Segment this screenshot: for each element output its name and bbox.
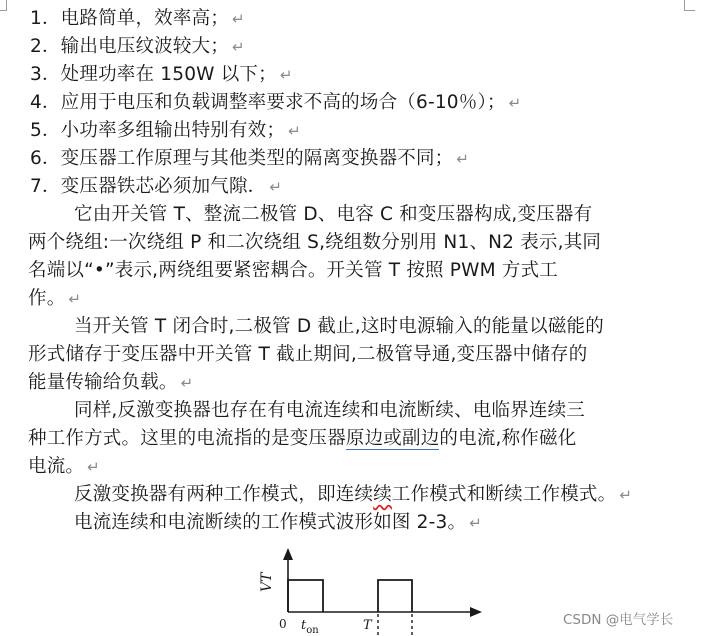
page-corner-mark-left xyxy=(0,0,7,11)
watermark: CSDN @电气学长 xyxy=(563,612,674,628)
list-item: 6．变压器工作原理与其他类型的隔离变换器不同； ↵ xyxy=(30,148,470,169)
paragraph-line: 同样,反激变换器也存在有电流连续和电流断续、电临界连续三 xyxy=(74,400,585,421)
list-item: 3．处理功率在 150W 以下； ↵ xyxy=(30,64,293,85)
list-item: 7．变压器铁芯必须加气隙． ↵ xyxy=(30,176,283,197)
period-label: T xyxy=(363,618,372,633)
list-item: 4．应用于电压和负载调整率要求不高的场合（6-10％）； ↵ xyxy=(30,92,522,113)
list-item: 2．输出电压纹波较大； ↵ xyxy=(30,36,245,57)
paragraph-mark-icon: ↵ xyxy=(279,66,293,84)
paragraph-mark-icon: ↵ xyxy=(68,290,82,308)
list-item: 5．小功率多组输出特别有效； ↵ xyxy=(30,120,301,141)
paragraph-mark-icon: ↵ xyxy=(180,374,194,392)
paragraph-line: 种工作方式。这里的电流指的是变压器原边或副边的电流,称作磁化 xyxy=(28,428,577,449)
paragraph-mark-icon: ↵ xyxy=(469,514,482,532)
paragraph-line: 电流连续和电流断续的工作模式波形如图 2-3。 ↵ xyxy=(74,512,482,533)
origin-label: 0 xyxy=(279,617,287,631)
paragraph-mark-icon: ↵ xyxy=(456,150,470,168)
paragraph-line: 作。 ↵ xyxy=(28,288,82,309)
paragraph-line: 电流。 ↵ xyxy=(28,456,100,477)
paragraph-mark-icon: ↵ xyxy=(231,10,245,28)
paragraph-mark-icon: ↵ xyxy=(508,94,522,112)
page-corner-mark-right xyxy=(684,0,695,11)
ton-label: $t_{on}$ xyxy=(301,618,319,636)
paragraph-line: 名端以“•”表示,两绕组要紧密耦合。开关管 T 按照 PWM 方式工 xyxy=(28,260,558,281)
underlined-term: 原边或副边 xyxy=(345,428,440,449)
paragraph-mark-icon: ↵ xyxy=(619,486,633,504)
paragraph-mark-icon: ↵ xyxy=(288,122,301,140)
paragraph-line: 形式储存于变压器中开关管 T 截止期间,二极管导通,变压器中储存的 xyxy=(28,344,588,365)
paragraph-line: 两个绕组:一次绕组 P 和二次绕组 S,绕组数分别用 N1、N2 表示,其同 xyxy=(28,232,602,253)
paragraph-mark-icon: ↵ xyxy=(269,178,283,196)
spellcheck-flagged-word: 续 xyxy=(373,484,392,505)
paragraph-mark-icon: ↵ xyxy=(231,38,245,56)
paragraph-line: 能量传输给负载。 ↵ xyxy=(28,372,194,393)
pulse-1 xyxy=(288,580,323,612)
list-item: 1．电路简单，效率高； ↵ xyxy=(30,8,245,29)
y-axis-label: VT xyxy=(259,572,275,592)
paragraph-line: 它由开关管 T、整流二极管 D、电容 C 和变压器构成,变压器有 xyxy=(74,204,593,225)
paragraph-line: 当开关管 T 闭合时,二极管 D 截止,这时电源输入的能量以磁能的 xyxy=(74,316,604,337)
waveform-figure xyxy=(255,540,495,636)
paragraph-line: 反激变换器有两种工作模式，即连续续工作模式和断续工作模式。 ↵ xyxy=(74,484,633,505)
paragraph-mark-icon: ↵ xyxy=(87,458,100,476)
pulse-2 xyxy=(378,580,412,612)
